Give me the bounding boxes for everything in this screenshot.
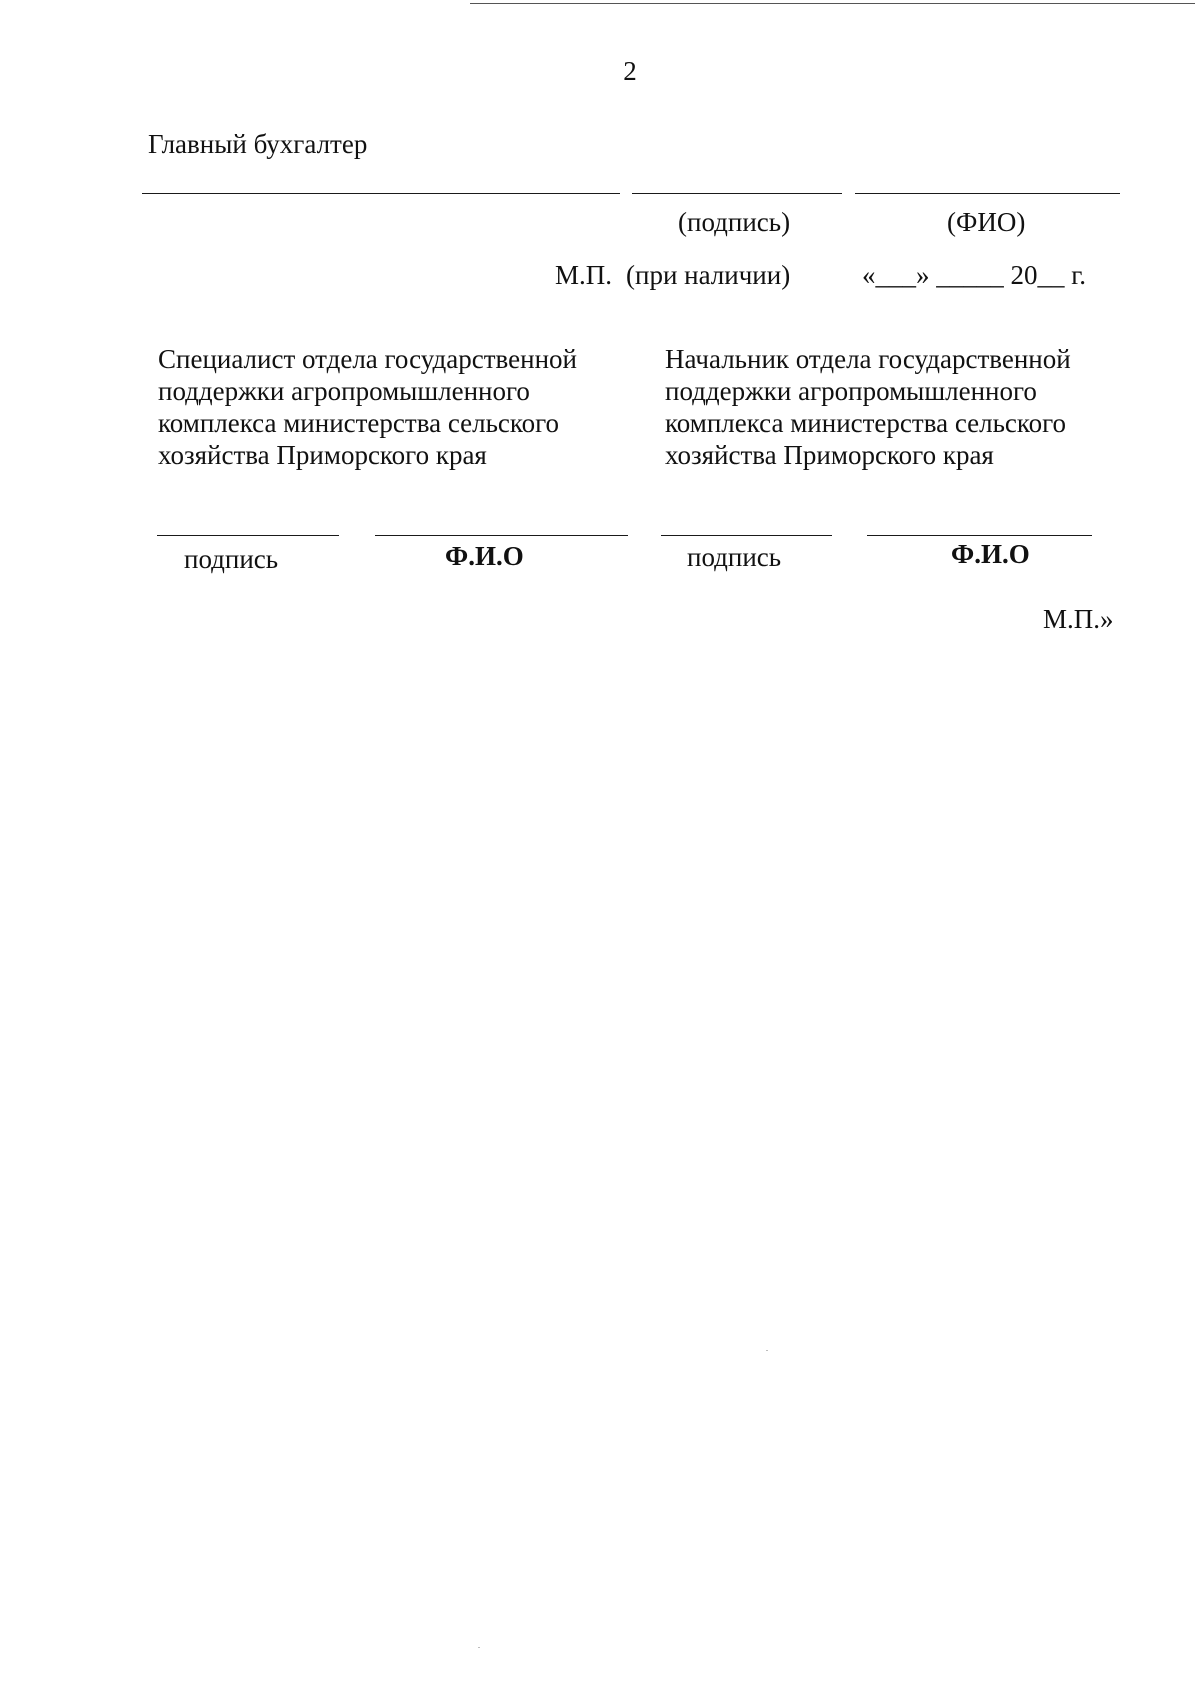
head-signature-caption: подпись <box>687 542 782 572</box>
head-signature-line <box>661 535 832 536</box>
chief-accountant-signature-line <box>632 193 842 194</box>
specialist-name-caption: Ф.И.О <box>445 541 524 571</box>
stamp-label: М.П. <box>555 260 613 290</box>
closing-stamp: М.П.» <box>1043 604 1114 634</box>
chief-accountant-signature-caption: (подпись) <box>678 207 791 237</box>
scan-speck <box>766 1350 768 1351</box>
specialist-position: Специалист отдела государственной поддержки агропромышленного комплекса министерства сельского хозяйства Приморского края <box>158 344 577 470</box>
head-name-caption: Ф.И.О <box>951 539 1030 569</box>
specialist-signature-caption: подпись <box>184 544 279 574</box>
chief-accountant-name-caption: (ФИО) <box>947 207 1026 237</box>
scan-speck <box>478 1647 480 1648</box>
specialist-name-line <box>375 535 628 536</box>
chief-accountant-position-line <box>142 193 620 194</box>
head-of-department-position: Начальник отдела государственной поддержки агропромышленного комплекса министерства сельского хозяйства Приморского края <box>665 344 1071 470</box>
chief-accountant-title: Главный бухгалтер <box>148 129 368 159</box>
top-scan-line <box>470 3 1195 4</box>
specialist-signature-line <box>157 535 339 536</box>
chief-accountant-name-line <box>855 193 1120 194</box>
stamp-note: (при наличии) <box>626 260 791 290</box>
date-line: «___» _____ 20__ г. <box>862 260 1087 290</box>
head-name-line <box>867 535 1092 536</box>
page-number: 2 <box>623 56 637 86</box>
